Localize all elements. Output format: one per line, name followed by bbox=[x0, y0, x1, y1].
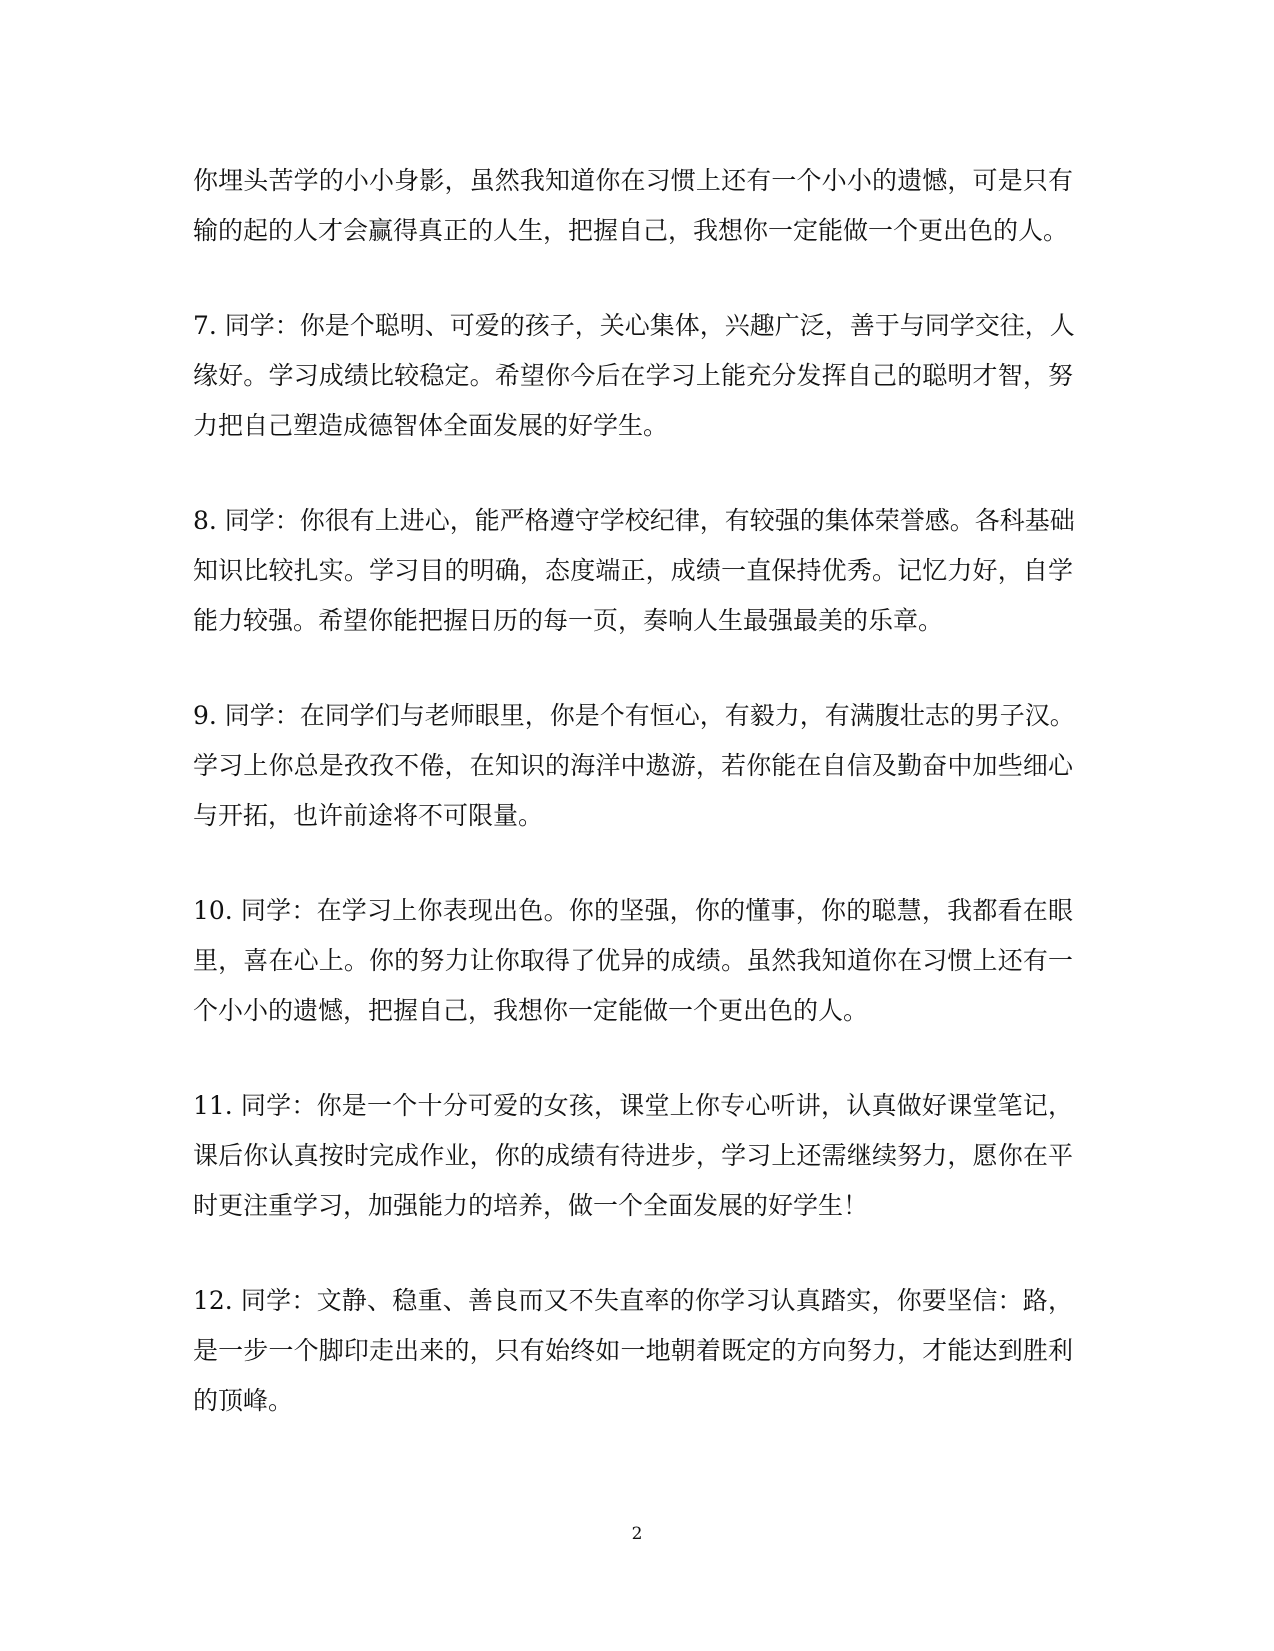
paragraph-line: 课后你认真按时完成作业，你的成绩有待进步，学习上还需继续努力，愿你在平 bbox=[193, 1141, 1073, 1170]
paragraph-comment-8 bbox=[193, 496, 1073, 646]
paragraph-continued bbox=[193, 156, 1073, 256]
paragraph-line: 力把自己塑造成德智体全面发展的好学生。 bbox=[193, 411, 669, 440]
paragraph-comment-12 bbox=[193, 1276, 1073, 1426]
paragraph-comment-10 bbox=[193, 886, 1073, 1036]
paragraph-line: 与开拓，也许前途将不可限量。 bbox=[193, 801, 544, 830]
document-body bbox=[193, 156, 1073, 1471]
paragraph-line: 12. 同学：文静、稳重、善良而又不失直率的你学习认真踏实，你要坚信：路， bbox=[193, 1286, 1073, 1315]
paragraph-line: 的顶峰。 bbox=[193, 1386, 294, 1415]
paragraph-line: 10. 同学：在学习上你表现出色。你的坚强，你的懂事，你的聪慧，我都看在眼 bbox=[193, 896, 1073, 925]
paragraph-line: 知识比较扎实。学习目的明确，态度端正，成绩一直保持优秀。记忆力好，自学 bbox=[193, 556, 1073, 585]
paragraph-line: 里，喜在心上。你的努力让你取得了优异的成绩。虽然我知道你在习惯上还有一 bbox=[193, 946, 1073, 975]
paragraph-line: 时更注重学习，加强能力的培养，做一个全面发展的好学生！ bbox=[193, 1191, 869, 1220]
paragraph-comment-7 bbox=[193, 301, 1073, 451]
paragraph-line: 个小小的遗憾，把握自己，我想你一定能做一个更出色的人。 bbox=[193, 996, 869, 1025]
paragraph-line: 缘好。学习成绩比较稳定。希望你今后在学习上能充分发挥自己的聪明才智，努 bbox=[193, 361, 1073, 390]
paragraph-line: 能力较强。希望你能把握日历的每一页，奏响人生最强最美的乐章。 bbox=[193, 606, 944, 635]
paragraph-line: 9. 同学：在同学们与老师眼里，你是个有恒心，有毅力，有满腹壮志的男子汉。 bbox=[193, 701, 1075, 730]
paragraph-line: 学习上你总是孜孜不倦，在知识的海洋中遨游，若你能在自信及勤奋中加些细心 bbox=[193, 751, 1073, 780]
paragraph-line: 11. 同学：你是一个十分可爱的女孩，课堂上你专心听讲，认真做好课堂笔记， bbox=[193, 1091, 1073, 1120]
paragraph-line: 输的起的人才会赢得真正的人生，把握自己，我想你一定能做一个更出色的人。 bbox=[193, 216, 1069, 245]
paragraph-line: 8. 同学：你很有上进心，能严格遵守学校纪律，有较强的集体荣誉感。各科基础 bbox=[193, 506, 1075, 535]
paragraph-line: 你埋头苦学的小小身影，虽然我知道你在习惯上还有一个小小的遗憾，可是只有 bbox=[193, 166, 1073, 195]
page-number: 2 bbox=[631, 1524, 643, 1544]
paragraph-line: 是一步一个脚印走出来的，只有始终如一地朝着既定的方向努力，才能达到胜利 bbox=[193, 1336, 1073, 1365]
paragraph-comment-9 bbox=[193, 691, 1073, 841]
paragraph-line: 7. 同学：你是个聪明、可爱的孩子，关心集体，兴趣广泛，善于与同学交往，人 bbox=[193, 311, 1075, 340]
paragraph-comment-11 bbox=[193, 1081, 1073, 1231]
